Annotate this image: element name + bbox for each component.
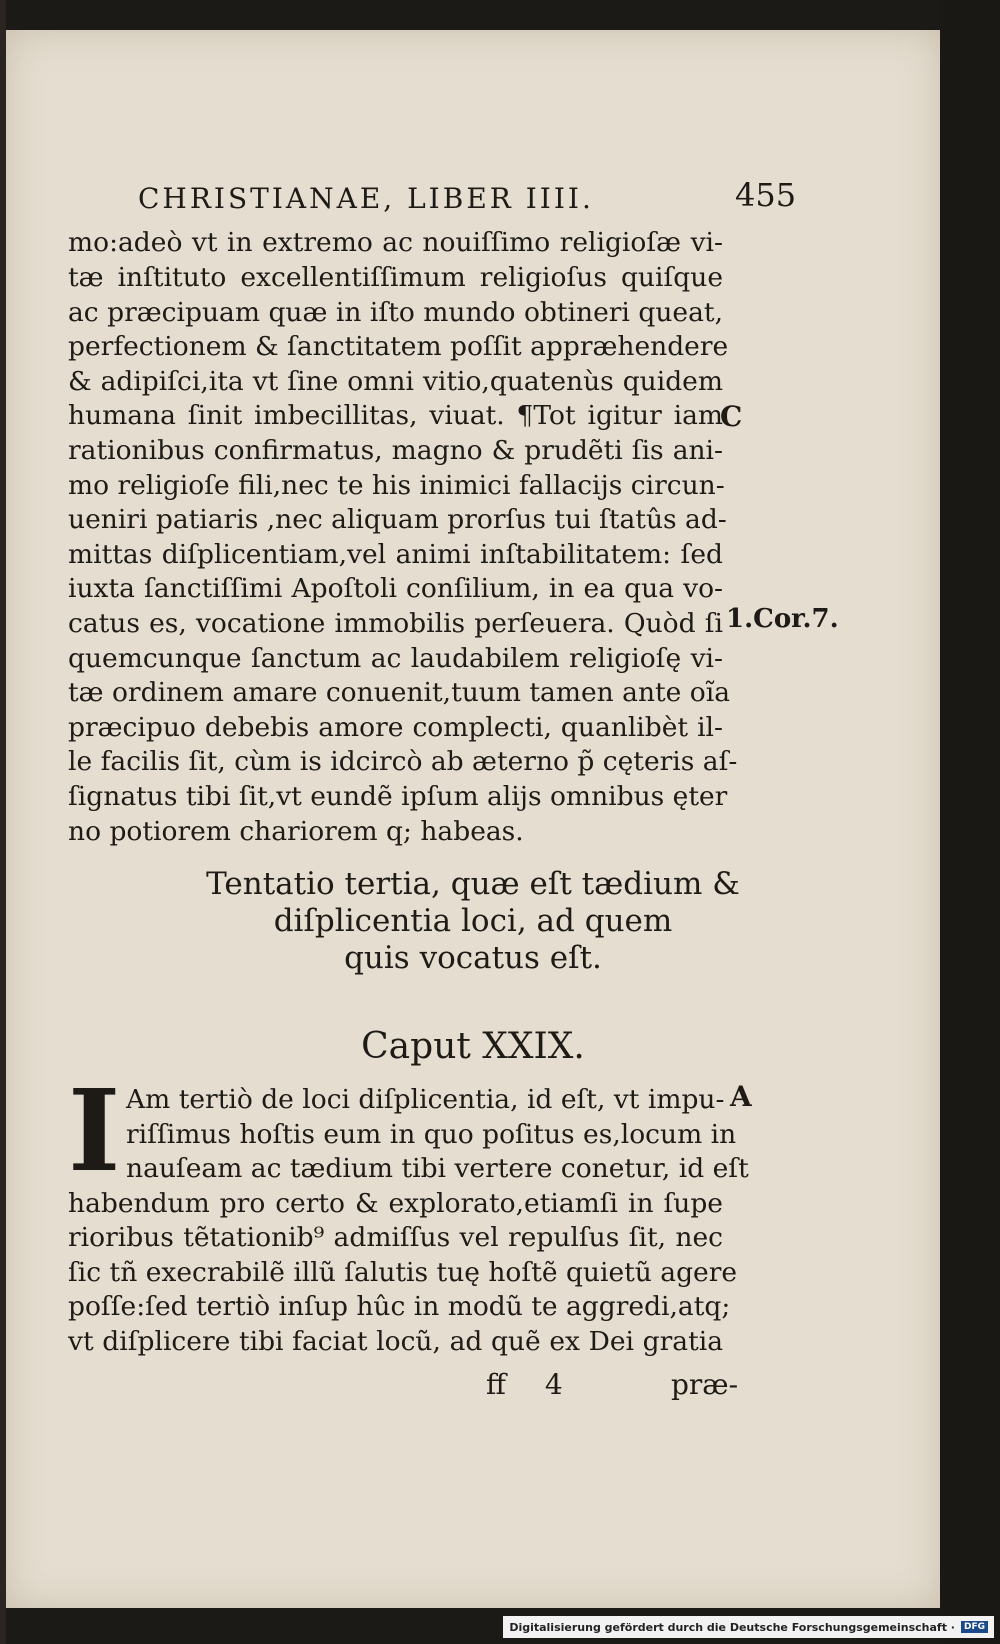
text-line: riſſimus hoſtis eum in quo poſitus es,locum in xyxy=(126,1119,737,1150)
text-line: ſic tñ execrabilẽ illũ ſalutis tuę hoſtẽ quietũ agere xyxy=(68,1257,738,1288)
text-line: ſignatus tibi ſit,vt eundẽ ipſum alijs omnibus ęter xyxy=(68,781,728,812)
text-line: & adipiſci,ita vt ſine omni vitio,quatenùs quidem xyxy=(68,366,723,397)
text-line: tæ inſtituto excellentiſſimum religioſus quiſque xyxy=(68,262,723,293)
chapter-number: Caput XXIX. xyxy=(361,1026,585,1067)
text-line: vt diſplicere tibi faciat locũ, ad quẽ ex Dei gratia xyxy=(68,1326,723,1357)
digitization-credit xyxy=(503,1616,994,1638)
text-line: quemcunque ſanctum ac laudabilem religioſę vi- xyxy=(68,643,723,674)
text-line: ueniri patiaris ,nec aliquam prorſus tui ſtatûs ad- xyxy=(68,504,727,535)
scan-background-top xyxy=(0,0,1000,30)
text-line: habendum pro certo & explorato,etiamſi in ſupe xyxy=(68,1188,723,1219)
text-line: nauſeam ac tædium tibi vertere conetur, id eſt xyxy=(126,1153,749,1184)
heading-line: quis vocatus eſt. xyxy=(344,940,602,976)
signature-letters: ff xyxy=(486,1368,506,1401)
signature-number: 4 xyxy=(544,1368,563,1401)
margin-note-cor: 1.Cor.7. xyxy=(726,604,839,634)
text-line: mittas diſplicentiam,vel animi inſtabilitatem: ſed xyxy=(68,539,723,570)
scan-background-right xyxy=(940,0,1000,1644)
text-line: catus es, vocatione immobilis perſeuera. Quòd ſi xyxy=(68,608,723,639)
text-line: perfectionem & ſanctitatem poſſit appræhendere xyxy=(68,331,729,362)
text-line: rioribus tẽtationib⁹ admiſſus vel repulſus ſit, nec xyxy=(68,1222,723,1253)
margin-note-c: C xyxy=(720,400,743,433)
text-line: præcipuo debebis amore complecti, quanlibèt il- xyxy=(68,712,723,743)
heading-line: diſplicentia loci, ad quem xyxy=(273,903,673,939)
drop-cap: I xyxy=(68,1066,121,1197)
signature-mark xyxy=(486,1368,593,1401)
text-line: ac præcipuam quæ in iſto mundo obtineri queat, xyxy=(68,297,723,328)
text-line: mo religioſe fili,nec te his inimici fallacijs circun- xyxy=(68,470,725,501)
text-line: le facilis ſit, cùm is idcircò ab æterno p̃ cęteris aſ- xyxy=(68,746,738,777)
text-line: poſſe:ſed tertiò inſup hûc in modũ te aggredi,atq; xyxy=(68,1291,731,1322)
text-line: Am tertiò de loci diſplicentia, id eſt, vt impu- xyxy=(126,1084,725,1115)
text-line: tæ ordinem amare conuenit,tuum tamen ante oĩa xyxy=(68,677,731,708)
text-line: humana ſinit imbecillitas, viuat. ¶Tot igitur iam xyxy=(68,400,723,431)
text-line: rationibus confirmatus, magno & prudẽti ſis ani- xyxy=(68,435,723,466)
text-line: iuxta ſanctiſſimi Apoſtoli conſilium, in ea qua vo- xyxy=(68,573,723,604)
folio-number: 455 xyxy=(735,176,797,214)
dfg-logo-icon: DFG xyxy=(961,1621,988,1633)
heading-line: Tentatio tertia, quæ eſt tædium & xyxy=(206,866,740,902)
running-header xyxy=(138,176,797,222)
running-title: CHRISTIANAE, LIBER IIII. xyxy=(138,182,594,215)
credit-text: Digitalisierung gefördert durch die Deutsche Forschungsgemeinschaft · xyxy=(509,1620,955,1634)
book-page xyxy=(6,30,940,1608)
text-line: no potiorem chariorem q; habeas. xyxy=(68,816,524,847)
catchword: præ- xyxy=(671,1368,739,1401)
text-line: mo:adeò vt in extremo ac nouiſſimo religioſæ vi- xyxy=(68,227,723,258)
margin-note-a: A xyxy=(730,1080,752,1113)
